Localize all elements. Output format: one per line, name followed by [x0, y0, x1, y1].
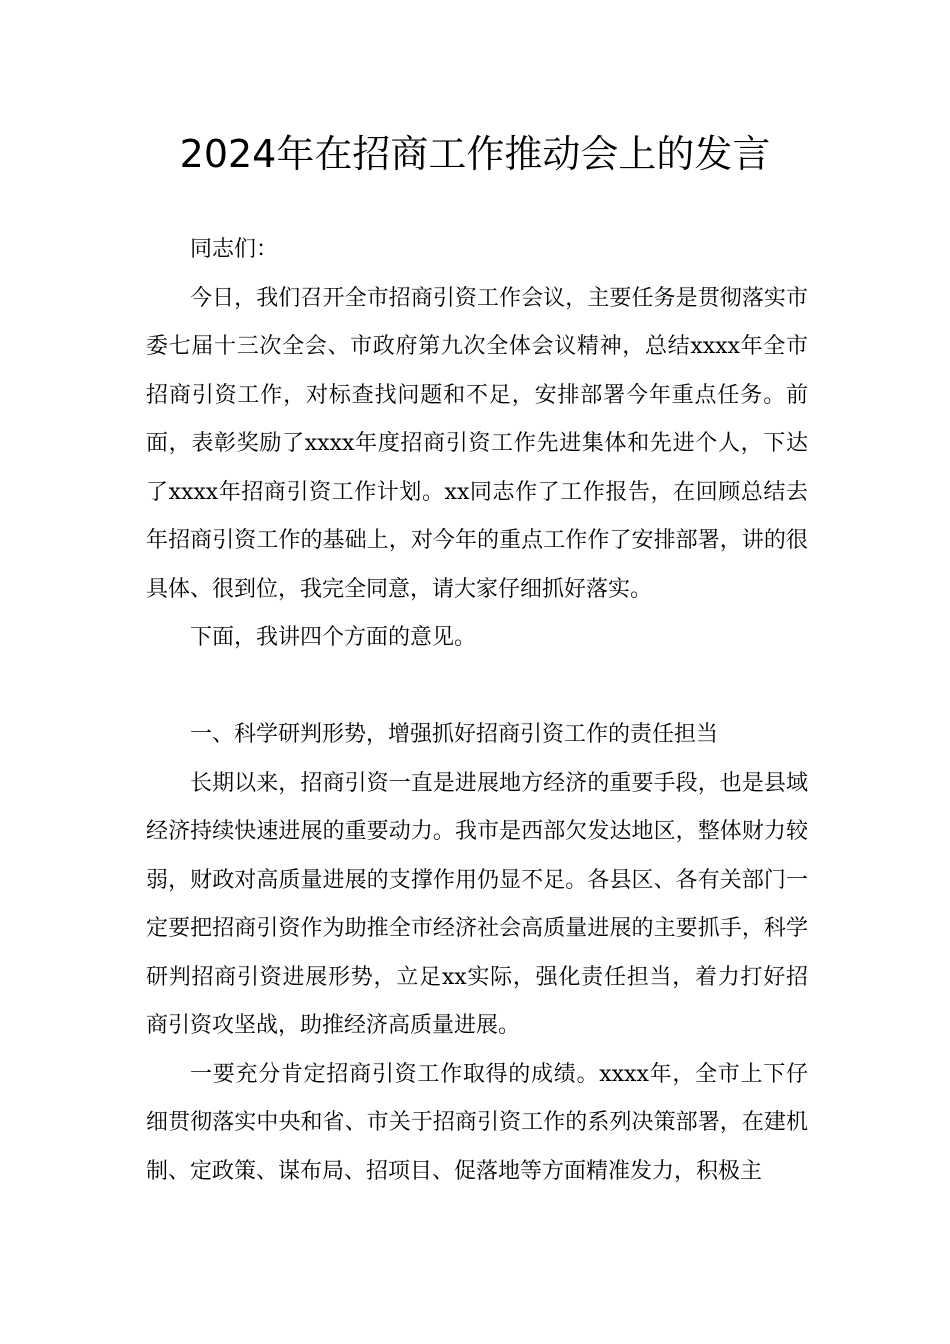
document-title: 2024年在招商工作推动会上的发言: [179, 132, 771, 176]
salutation-paragraph: 同志们：: [190, 237, 279, 262]
achievements-paragraph: 一要充分肯定招商引资工作取得的成绩。xxxx年，全市上下仔细贯彻落实中央和省、市关于招商引资工作的系列决策部署，在建机制、定政策、谋布局、招项目、促落地等方面精准发力，积极主: [146, 1061, 808, 1184]
document-body: [146, 226, 808, 1196]
section-heading: 一、科学研判形势，增强抓好招商引资工作的责任担当: [190, 722, 719, 747]
section-body-paragraph: 长期以来，招商引资一直是进展地方经济的重要手段，也是县域经济持续快速进展的重要动力。我市是西部欠发达地区，整体财力较弱，财政对高质量进展的支撑作用仍显不足。各县区、各有关部门一定要把招商引资作为助推全市经济社会高质量进展的主要抓手，科学研判招商引资进展形势，立足xx实际，强化责任担当，着力打好招商引资攻坚战，助推经济高质量进展。: [146, 770, 808, 1038]
opening-paragraph: 今日，我们召开全市招商引资工作会议，主要任务是贯彻落实市委七届十三次全会、市政府第九次全体会议精神，总结xxxx年全市招商引资工作，对标查找问题和不足，安排部署今年重点任务。前面，表彰奖励了xxxx年度招商引资工作先进集体和先进个人，下达了xxxx年招商引资工作计划。xx同志作了工作报告，在回顾总结去年招商引资工作的基础上，对今年的重点工作作了安排部署，讲的很具体、很到位，我完全同意，请大家仔细抓好落实。: [146, 285, 808, 602]
intro-points-paragraph: 下面，我讲四个方面的意见。: [190, 625, 477, 650]
